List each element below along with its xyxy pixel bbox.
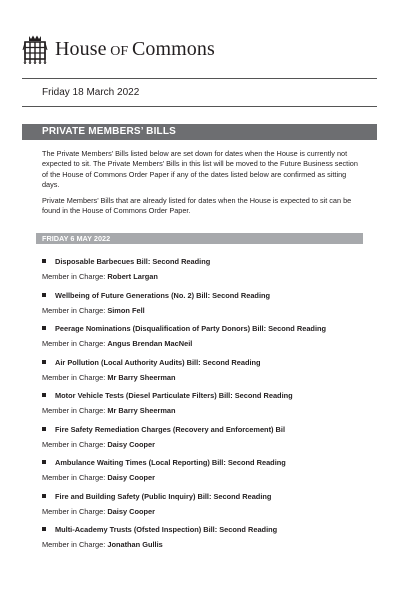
member-in-charge xyxy=(42,405,362,416)
square-bullet-icon xyxy=(42,259,46,263)
document-date: Friday 18 March 2022 xyxy=(42,87,140,98)
member-label: Member in Charge: xyxy=(42,305,106,315)
member-label: Member in Charge: xyxy=(42,439,106,449)
member-in-charge xyxy=(42,338,362,349)
member-in-charge xyxy=(42,271,362,282)
member-name: Simon Fell xyxy=(107,305,145,315)
bill-item xyxy=(42,290,362,316)
member-in-charge xyxy=(42,506,362,517)
member-name: Robert Largan xyxy=(107,272,158,281)
member-name: Mr Barry Sheerman xyxy=(107,372,176,382)
header-rule-top xyxy=(22,78,377,79)
bill-item xyxy=(42,491,362,517)
bill-title: Multi-Academy Trusts (Ofsted Inspection) Bill: Second Reading xyxy=(55,525,278,534)
bill-item xyxy=(42,524,362,550)
bill-item xyxy=(42,457,362,483)
square-bullet-icon xyxy=(42,393,46,397)
member-label: Member in Charge: xyxy=(42,406,106,415)
bill-title-line xyxy=(42,424,362,435)
bill-title: Disposable Barbecues Bill: Second Reading xyxy=(55,257,211,266)
bill-title-line xyxy=(42,256,362,267)
bill-title-line xyxy=(42,357,362,368)
square-bullet-icon xyxy=(42,293,46,297)
bill-title: Ambulance Waiting Times (Local Reporting) Bill: Second Reading xyxy=(55,458,286,467)
member-in-charge xyxy=(42,539,362,550)
bill-title: Fire and Building Safety (Public Inquiry) Bill: Second Reading xyxy=(55,491,272,501)
member-label: Member in Charge: xyxy=(42,473,106,482)
member-in-charge xyxy=(42,472,362,483)
bill-title-line xyxy=(42,457,362,468)
bill-title: Motor Vehicle Tests (Diesel Particulate Filters) Bill: Second Reading xyxy=(55,391,293,400)
member-label: Member in Charge: xyxy=(42,339,106,348)
bill-title: Wellbeing of Future Generations (No. 2) Bill: Second Reading xyxy=(55,290,271,300)
member-in-charge xyxy=(42,439,362,450)
bill-title-line xyxy=(42,390,362,401)
member-label: Member in Charge: xyxy=(42,506,106,516)
member-label: Member in Charge: xyxy=(42,372,106,382)
bill-item xyxy=(42,323,362,349)
bill-title: Air Pollution (Local Authority Audits) Bill: Second Reading xyxy=(55,357,261,367)
bill-title: Peerage Nominations (Disqualification of Party Donors) Bill: Second Reading xyxy=(55,324,327,333)
member-in-charge xyxy=(42,372,362,383)
square-bullet-icon xyxy=(42,360,46,364)
header-rule-bottom xyxy=(22,106,377,107)
day-heading: FRIDAY 6 MAY 2022 xyxy=(42,234,111,243)
member-name: Jonathan Gullis xyxy=(107,540,163,549)
member-label: Member in Charge: xyxy=(42,540,106,549)
bill-title-line xyxy=(42,323,362,334)
bill-item xyxy=(42,256,362,282)
bill-title-line xyxy=(42,491,362,502)
bill-item xyxy=(42,357,362,383)
bill-title-line xyxy=(42,290,362,301)
bill-title-line xyxy=(42,524,362,535)
member-in-charge xyxy=(42,305,362,316)
document-header xyxy=(22,34,215,64)
day-heading-bar xyxy=(36,233,363,244)
square-bullet-icon xyxy=(42,460,46,464)
intro-paragraph-1: The Private Members’ Bills listed below are set down for dates when the House is currently not expected to sit. The Private Members’ Bills in this list will be moved to the Future Business section of the House of Commons Order Paper if any of the dates listed below are confirmed as sitting days. xyxy=(42,149,358,190)
bill-title: Fire Safety Remediation Charges (Recovery and Enforcement) Bil xyxy=(55,424,285,434)
title-word-house: House xyxy=(55,37,107,60)
member-label: Member in Charge: xyxy=(42,272,106,281)
square-bullet-icon xyxy=(42,326,46,330)
square-bullet-icon xyxy=(42,527,46,531)
member-name: Mr Barry Sheerman xyxy=(107,406,176,415)
title-word-commons: Commons xyxy=(131,37,215,60)
bill-item xyxy=(42,390,362,416)
member-name: Daisy Cooper xyxy=(107,473,155,482)
section-heading-bar xyxy=(22,124,377,140)
bill-item xyxy=(42,424,362,450)
section-heading: PRIVATE MEMBERS’ BILLS xyxy=(42,126,177,137)
square-bullet-icon xyxy=(42,427,46,431)
title-word-of: OF xyxy=(110,43,129,59)
member-name: Daisy Cooper xyxy=(107,439,155,449)
member-name: Daisy Cooper xyxy=(107,506,155,516)
house-title xyxy=(55,38,215,61)
square-bullet-icon xyxy=(42,494,46,498)
member-name: Angus Brendan MacNeil xyxy=(107,339,193,348)
intro-paragraph-2: Private Members’ Bills that are already listed for dates when the House is expected to sit can be found in the House of Commons Order Paper. xyxy=(42,196,352,216)
portcullis-icon xyxy=(22,34,48,64)
